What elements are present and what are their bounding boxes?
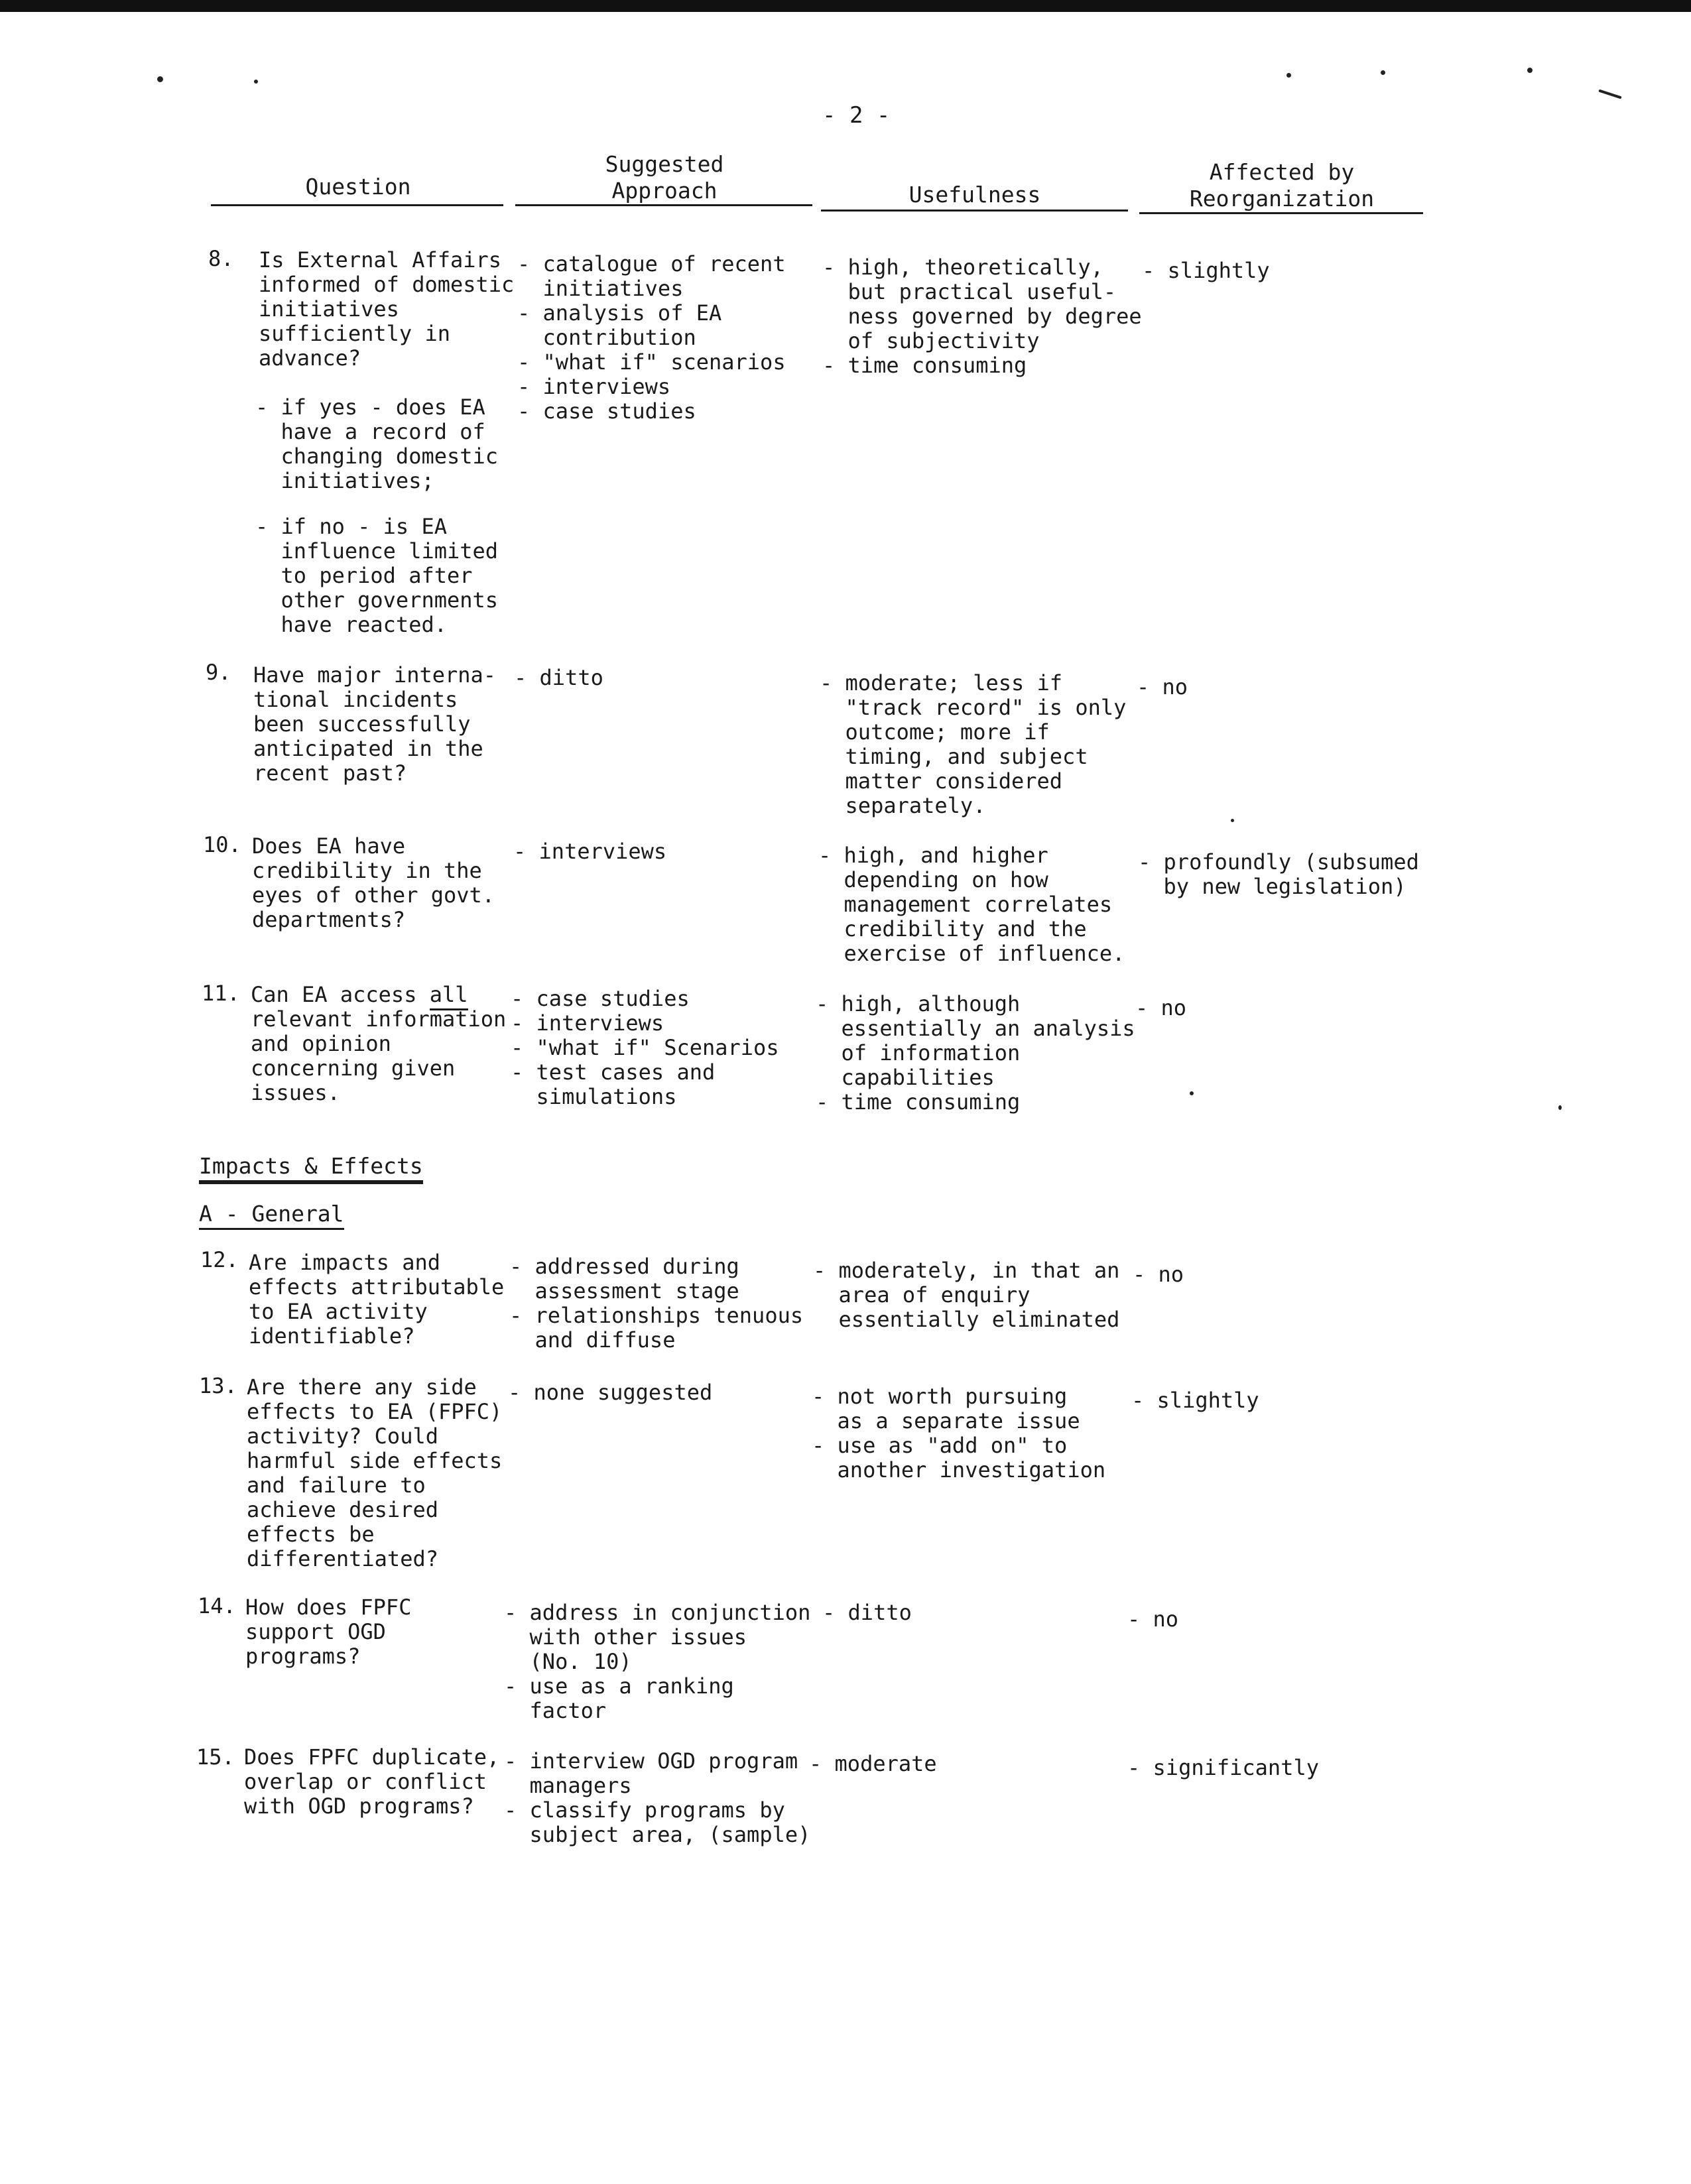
row-usefulness: - moderate bbox=[809, 1751, 937, 1776]
header-approach bbox=[515, 151, 814, 204]
section-heading-impacts bbox=[199, 1154, 423, 1178]
row-number: 8. bbox=[208, 246, 234, 271]
row-question: Does FPFC duplicate, overlap or conflict with OGD programs? bbox=[244, 1744, 500, 1819]
row-number: 11. bbox=[202, 981, 240, 1006]
row-usefulness: - ditto bbox=[822, 1600, 912, 1625]
row-question: Have major interna- tional incidents been successfully anticipated in the recent past? bbox=[253, 662, 497, 786]
section-heading-general bbox=[199, 1201, 344, 1226]
header-usefulness-label: Usefulness bbox=[908, 182, 1041, 208]
scan-speck bbox=[254, 80, 258, 84]
scan-speck bbox=[1190, 1091, 1194, 1095]
scan-speck bbox=[157, 76, 163, 82]
question-text: relevant information and opinion concerning given issues. bbox=[251, 1006, 507, 1105]
row-approach: - addressed during assessment stage - relationships tenuous and diffuse bbox=[509, 1254, 804, 1353]
row-affected: - no bbox=[1133, 1262, 1184, 1287]
question-emphasis: all bbox=[430, 982, 468, 1010]
row-number: 9. bbox=[206, 660, 231, 685]
row-affected: - significantly bbox=[1127, 1755, 1319, 1780]
scan-speck bbox=[1527, 68, 1533, 73]
header-question bbox=[212, 174, 504, 200]
header-rule bbox=[211, 204, 503, 206]
scan-top-border bbox=[0, 0, 1691, 12]
header-affected bbox=[1141, 159, 1423, 212]
row-number: 13. bbox=[199, 1373, 237, 1398]
row-question-subpoint: - if yes - does EA have a record of changing domestic initiatives; bbox=[255, 394, 499, 493]
row-number: 12. bbox=[200, 1247, 239, 1272]
row-number: 14. bbox=[198, 1593, 236, 1618]
header-question-label: Question bbox=[305, 174, 411, 200]
row-question: Is External Affairs informed of domestic initiatives sufficiently in advance? bbox=[259, 247, 515, 371]
row-approach: - ditto bbox=[514, 665, 603, 690]
row-usefulness: - high, theoretically, but practical useful- ness governed by degree of subjectivity - time consuming bbox=[822, 255, 1142, 378]
row-affected: - slightly bbox=[1142, 258, 1270, 283]
row-number: 10. bbox=[203, 832, 241, 857]
header-approach-line2: Approach bbox=[611, 178, 718, 204]
scan-speck bbox=[1286, 73, 1291, 78]
header-approach-line1: Suggested bbox=[605, 151, 724, 177]
scan-speck bbox=[1231, 819, 1234, 822]
row-approach: - case studies - interviews - "what if" Scenarios - test cases and simulations bbox=[511, 986, 779, 1109]
row-usefulness: - moderately, in that an area of enquiry essentially eliminated bbox=[813, 1258, 1120, 1332]
row-approach: - interview OGD program managers - classify programs by subject area, (sample) bbox=[504, 1748, 811, 1847]
row-question: How does FPFC support OGD programs? bbox=[245, 1595, 412, 1669]
header-rule bbox=[821, 210, 1128, 212]
row-question-subpoint: - if no - is EA influence limited to period after other governments have reacted. bbox=[255, 514, 499, 637]
row-usefulness: - high, and higher depending on how management correlates credibility and the exercise of influence. bbox=[818, 843, 1125, 966]
row-number: 15. bbox=[196, 1744, 235, 1770]
row-approach: - catalogue of recent initiatives - analysis of EA contribution - "what if" scenarios - interviews - case studies bbox=[517, 251, 786, 424]
scan-speck bbox=[1598, 90, 1621, 99]
row-approach: - interviews bbox=[513, 839, 667, 864]
row-approach: - address in conjunction with other issues (No. 10) - use as a ranking factor bbox=[504, 1600, 811, 1723]
row-affected: - no bbox=[1127, 1607, 1179, 1632]
section-heading-impacts-text: Impacts & Effects bbox=[199, 1153, 423, 1184]
row-affected: - no bbox=[1135, 995, 1187, 1020]
row-question bbox=[251, 983, 506, 1105]
header-rule bbox=[1139, 212, 1423, 214]
scan-speck bbox=[1558, 1105, 1562, 1110]
header-affected-line2: Reorganization bbox=[1189, 186, 1375, 212]
row-approach: - none suggested bbox=[508, 1380, 713, 1405]
row-affected: - slightly bbox=[1131, 1388, 1259, 1413]
header-affected-line1: Affected by bbox=[1209, 159, 1355, 185]
row-affected: - no bbox=[1137, 674, 1188, 699]
row-usefulness: - moderate; less if "track record" is only outcome; more if timing, and subject matter considered separately. bbox=[820, 670, 1127, 818]
row-question: Are there any side effects to EA (FPFC) activity? Could harmful side effects and failure to achieve desired effects be differentiated? bbox=[247, 1374, 503, 1571]
scan-speck bbox=[1381, 70, 1385, 75]
page-number: - 2 - bbox=[822, 102, 891, 129]
row-affected: - profoundly (subsumed by new legislation) bbox=[1138, 849, 1419, 899]
section-heading-general-text: A - General bbox=[199, 1201, 344, 1230]
row-usefulness: - high, although essentially an analysis of information capabilities - time consuming bbox=[816, 991, 1135, 1115]
question-text: Can EA access bbox=[251, 982, 430, 1007]
row-question: Are impacts and effects attributable to EA activity identifiable? bbox=[249, 1250, 505, 1349]
header-usefulness bbox=[822, 182, 1127, 208]
header-rule bbox=[515, 204, 812, 206]
row-usefulness: - not worth pursuing as a separate issue - use as "add on" to another investigation bbox=[812, 1384, 1106, 1483]
row-question: Does EA have credibility in the eyes of other govt. departments? bbox=[252, 833, 495, 932]
